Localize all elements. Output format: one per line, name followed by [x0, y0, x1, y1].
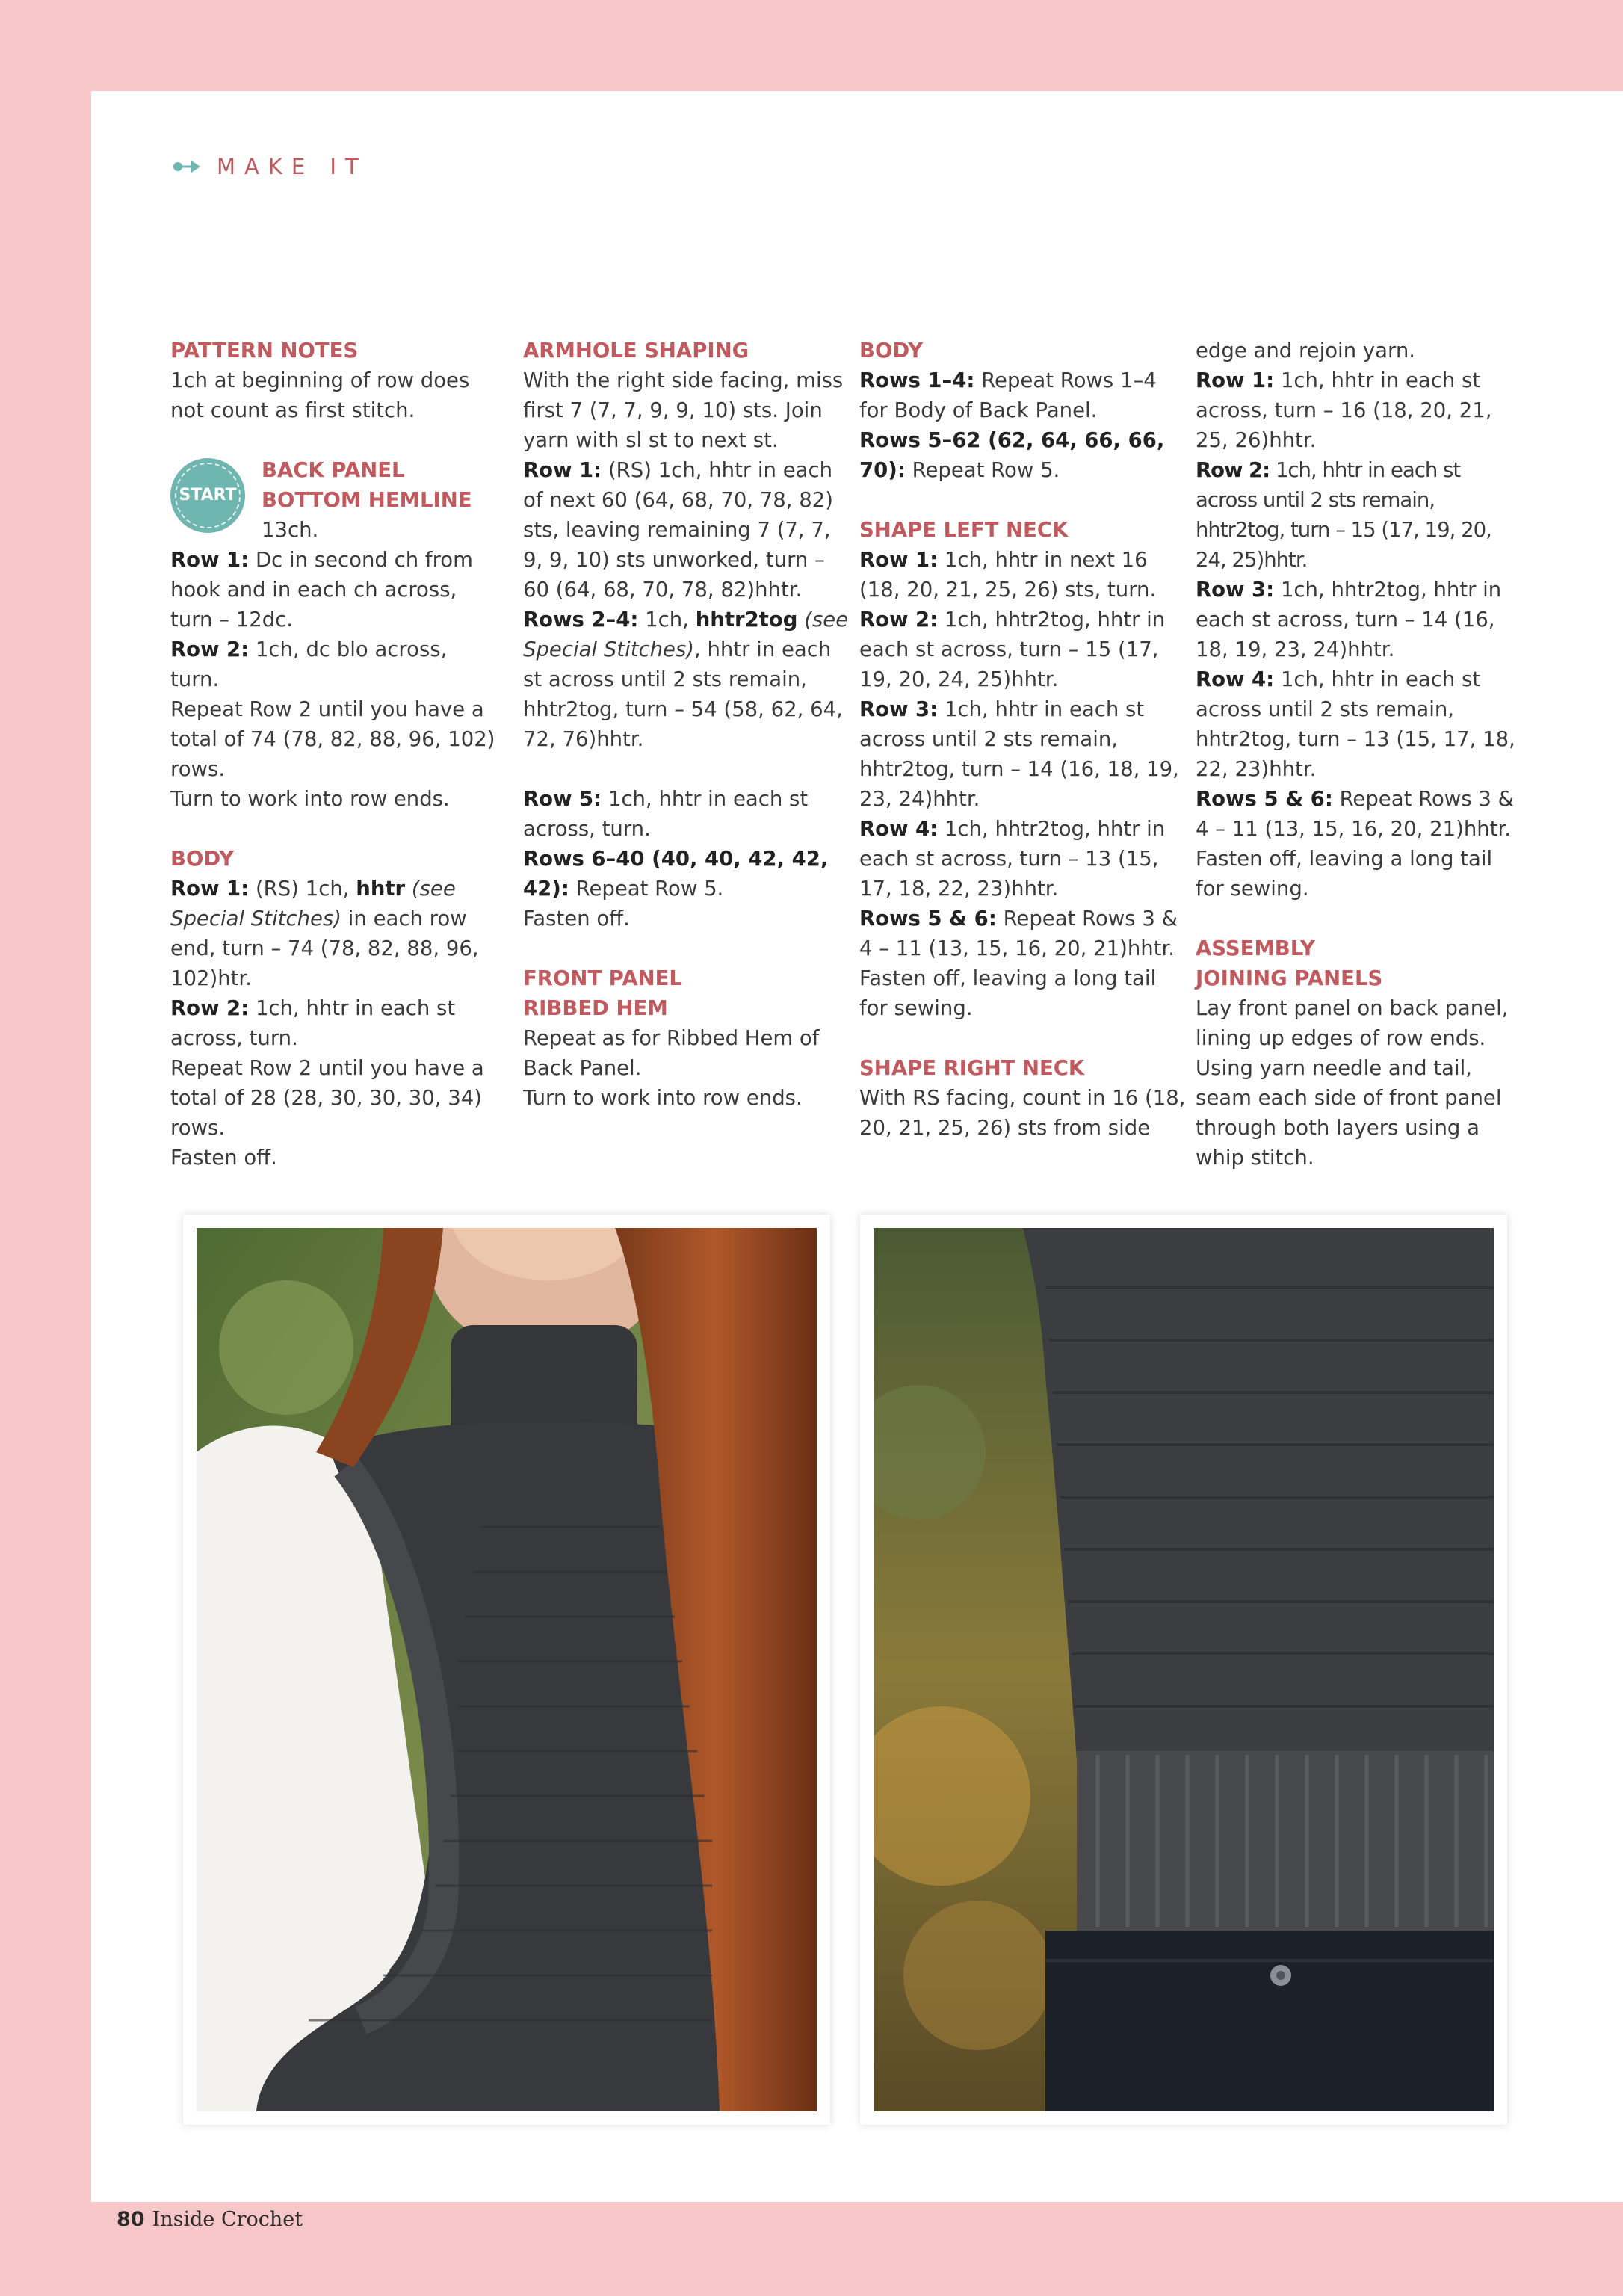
heading-front-panel: FRONT PANEL [523, 966, 682, 990]
heading-shape-left-neck: SHAPE LEFT NECK [859, 518, 1069, 542]
instruction-row: Rows 1–4: Repeat Rows 1–4 for Body of Back Panel. [859, 368, 1157, 422]
column-3 [859, 336, 1188, 1143]
heading-back-panel: BACK PANEL [262, 458, 405, 482]
start-badge-label: START [179, 486, 237, 504]
shape-right-text: With RS facing, count in 16 (18, 20, 21, 25, 26) sts from side [859, 1086, 1186, 1140]
hemline-chain: 13ch. [262, 518, 319, 542]
heading-joining-panels: JOINING PANELS [1196, 966, 1383, 990]
instruction-row: Row 2: 1ch, hhtr2tog, hhtr in each st across, turn – 15 (17, 19, 20, 24, 25)hhtr. [859, 608, 1166, 691]
turn-text: Turn to work into row ends. [170, 787, 450, 811]
instruction-row: Rows 5–62 (62, 64, 66, 66, 70): Repeat Row 5. [859, 428, 1165, 482]
heading-pattern-notes: PATTERN NOTES [170, 339, 359, 362]
start-badge [170, 458, 245, 533]
instruction-row: Row 1: 1ch, hhtr in each st across, turn – 16 (18, 20, 21, 25, 26)hhtr. [1196, 368, 1492, 452]
start-block [170, 455, 499, 545]
turn-text: Turn to work into row ends. [523, 1086, 803, 1110]
needle-arrow-icon [172, 158, 202, 175]
instruction-row: Row 1: 1ch, hhtr in next 16 (18, 20, 21, 25, 26) sts, turn. [859, 548, 1157, 602]
fasten-off-text: Fasten off. [170, 1146, 277, 1170]
joining-text: Lay front panel on back panel, lining up edges of row ends. Using yarn needle and tail, seam each side of front panel through both layers using a whip stitch. [1196, 996, 1509, 1170]
fasten-off-text: Fasten off, leaving a long tail for sewing. [1196, 847, 1493, 901]
section-title: MAKE IT [217, 154, 368, 179]
photo-frame-left [183, 1215, 830, 2125]
repeat-text: Repeat Row 2 until you have a total of 74 (78, 82, 88, 96, 102) rows. [170, 697, 495, 781]
instruction-row: Row 1: (RS) 1ch, hhtr in each of next 60 (64, 68, 70, 78, 82) sts, leaving remaining 7 (7, 7, 9, 9, 10) sts unworked, turn – 60 (64, 68, 70, 78, 82)hhtr. [523, 458, 833, 602]
instruction-row: Row 5: 1ch, hhtr in each st across, turn. [523, 787, 809, 841]
photo-vest-closeup [874, 1228, 1494, 2111]
section-tag [172, 154, 368, 179]
instruction-row: Row 3: 1ch, hhtr2tog, hhtr in each st across, turn – 14 (16, 18, 19, 23, 24)hhtr. [1196, 578, 1502, 661]
heading-assembly: ASSEMBLY [1196, 936, 1315, 960]
instruction-row: Rows 5 & 6: Repeat Rows 3 & 4 – 11 (13, 15, 16, 20, 21)hhtr. [859, 907, 1178, 960]
heading-armhole-shaping: ARMHOLE SHAPING [523, 339, 749, 362]
pattern-notes-text: 1ch at beginning of row does not count as first stitch. [170, 368, 470, 422]
instruction-row: Row 4: 1ch, hhtr2tog, hhtr in each st across, turn – 13 (15, 17, 18, 22, 23)hhtr. [859, 817, 1166, 901]
instruction-row: Row 4: 1ch, hhtr in each st across until 2 sts remain, hhtr2tog, turn – 13 (15, 17, 18, 22, 23)hhtr. [1196, 667, 1515, 781]
heading-body: BODY [170, 847, 235, 871]
ribbed-hem-text: Repeat as for Ribbed Hem of Back Panel. [523, 1026, 820, 1080]
instruction-row: Row 1: Dc in second ch from hook and in each ch across, turn – 12dc. [170, 548, 473, 632]
armhole-intro: With the right side facing, miss first 7 (7, 7, 9, 9, 10) sts. Join yarn with sl st to next st. [523, 368, 844, 452]
column-4 [1196, 336, 1517, 1173]
page-footer [117, 2208, 303, 2231]
instruction-row: Row 2: 1ch, hhtr in each st across until 2 sts remain, hhtr2tog, turn – 15 (17, 19, 20, 24, 25)hhtr. [1196, 458, 1491, 572]
fasten-off-text: Fasten off. [523, 907, 630, 931]
column-1 [170, 336, 499, 1173]
page-number: 80 [117, 2208, 145, 2231]
instruction-row: Row 2: 1ch, dc blo across, turn. [170, 638, 448, 691]
heading-shape-right-neck: SHAPE RIGHT NECK [859, 1056, 1085, 1080]
repeat-text: Repeat Row 2 until you have a total of 28 (28, 30, 30, 30, 34) rows. [170, 1056, 484, 1140]
photo-model-vest [197, 1228, 817, 2111]
instruction-row: Row 1: (RS) 1ch, hhtr (see Special Stitches) in each row end, turn – 74 (78, 82, 88, 96, 102)htr. [170, 877, 479, 990]
instruction-row: Rows 5 & 6: Repeat Rows 3 & 4 – 11 (13, 15, 16, 20, 21)hhtr. [1196, 787, 1515, 841]
heading-body: BODY [859, 339, 924, 362]
instruction-row: Row 3: 1ch, hhtr in each st across until 2 sts remain, hhtr2tog, turn – 14 (16, 18, 19, 23, 24)hhtr. [859, 697, 1179, 811]
instruction-row: Rows 6–40 (40, 40, 42, 42, 42): Repeat Row 5. [523, 847, 829, 901]
continued-text: edge and rejoin yarn. [1196, 339, 1415, 362]
fasten-off-text: Fasten off, leaving a long tail for sewing. [859, 966, 1157, 1020]
magazine-name: Inside Crochet [152, 2208, 303, 2231]
heading-bottom-hemline: BOTTOM HEMLINE [262, 488, 472, 512]
instruction-row: Rows 2–4: 1ch, hhtr2tog (see Special Stitches), hhtr in each st across until 2 sts remain, hhtr2tog, turn – 54 (58, 62, 64, 72, 76)hhtr. [523, 608, 849, 751]
instruction-row: Row 2: 1ch, hhtr in each st across, turn. [170, 996, 456, 1050]
photo-frame-right [860, 1215, 1507, 2125]
heading-ribbed-hem: RIBBED HEM [523, 996, 668, 1020]
column-2 [523, 336, 852, 1113]
